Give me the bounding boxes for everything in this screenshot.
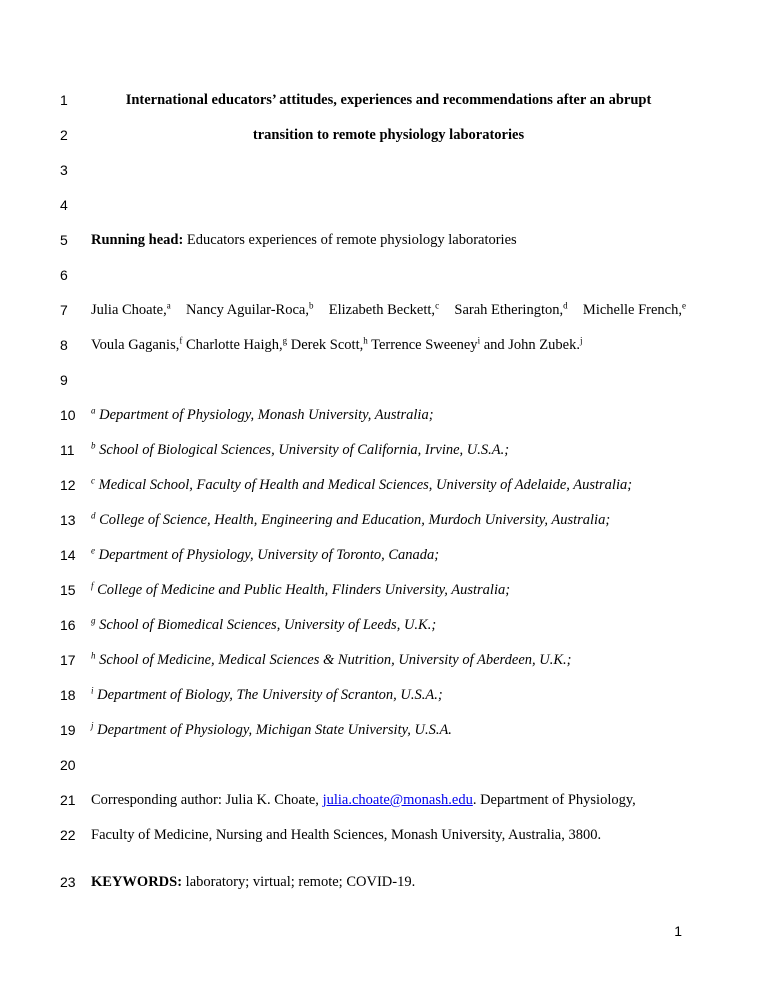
affiliation: $^h$ School of Medicine, Medical Sciences & Nutrition, University of Aberdeen, U.K.; bbox=[91, 650, 572, 668]
running-head-text: Educators experiences of remote physiology laboratories bbox=[183, 232, 517, 248]
author: Charlotte Haigh,$^g$ bbox=[182, 335, 288, 353]
keywords-label: KEYWORDS: bbox=[91, 874, 183, 890]
corresponding-address: Faculty of Medicine, Nursing and Health Sciences, Monash University, Australia, 3800. bbox=[91, 827, 602, 843]
title-line-1: International educators’ attitudes, experiences and recommendations after an abrupt bbox=[125, 92, 652, 108]
line-number: 21 bbox=[60, 792, 76, 808]
affiliation: $^j$ Department of Physiology, Michigan State University, U.S.A. bbox=[91, 720, 452, 738]
authors-line-1 bbox=[91, 301, 686, 319]
line-number: 10 bbox=[60, 407, 76, 423]
running-head bbox=[91, 231, 686, 249]
author: Sarah Etherington,$^d$ bbox=[454, 300, 568, 318]
authors-line-2 bbox=[91, 336, 686, 354]
title-line-2: transition to remote physiology laboratories bbox=[252, 127, 525, 143]
author: and John Zubek.$^j$ bbox=[480, 335, 583, 353]
line-number: 16 bbox=[60, 617, 76, 633]
author: Terrence Sweeney$^i$ bbox=[367, 335, 481, 353]
line-number: 12 bbox=[60, 477, 76, 493]
page-number: 1 bbox=[674, 923, 682, 939]
affiliation: $^a$ Department of Physiology, Monash University, Australia; bbox=[91, 405, 434, 423]
affiliation: $^b$ School of Biological Sciences, University of California, Irvine, U.S.A.; bbox=[91, 440, 510, 458]
line-number: 1 bbox=[60, 92, 68, 108]
line-number: 13 bbox=[60, 512, 76, 528]
line-number: 6 bbox=[60, 267, 68, 283]
affiliation: $^e$ Department of Physiology, University of Toronto, Canada; bbox=[91, 545, 440, 563]
line-number: 15 bbox=[60, 582, 76, 598]
corresponding-suffix: . Department of Physiology, bbox=[472, 792, 636, 808]
line-number: 17 bbox=[60, 652, 76, 668]
author: Nancy Aguilar-Roca,$^b$ bbox=[186, 300, 314, 318]
line-number: 14 bbox=[60, 547, 76, 563]
line-number: 7 bbox=[60, 302, 68, 318]
keywords bbox=[91, 873, 686, 891]
line-number: 19 bbox=[60, 722, 76, 738]
line-number: 20 bbox=[60, 757, 76, 773]
line-number: 2 bbox=[60, 127, 68, 143]
corresponding-author bbox=[91, 791, 686, 809]
affiliation: $^g$ School of Biomedical Sciences, University of Leeds, U.K.; bbox=[91, 615, 437, 633]
line-number: 18 bbox=[60, 687, 76, 703]
author: Julia Choate,$^a$ bbox=[91, 300, 171, 318]
author: Michelle French,$^e$ bbox=[582, 300, 686, 318]
affiliation: $^i$ Department of Biology, The University of Scranton, U.S.A.; bbox=[91, 685, 443, 703]
line-number: 11 bbox=[60, 442, 75, 458]
line-number: 5 bbox=[60, 232, 68, 248]
line-number: 8 bbox=[60, 337, 68, 353]
affiliation: $^f$ College of Medicine and Public Health, Flinders University, Australia; bbox=[91, 580, 511, 598]
line-number: 9 bbox=[60, 372, 68, 388]
author: Voula Gaganis,$^f$ bbox=[91, 335, 183, 353]
keywords-text: laboratory; virtual; remote; COVID-19. bbox=[182, 874, 416, 890]
affiliation: $^c$ Medical School, Faculty of Health and Medical Sciences, University of Adelaide, Australia; bbox=[91, 475, 633, 493]
running-head-label: Running head: bbox=[91, 232, 184, 248]
author: Elizabeth Beckett,$^c$ bbox=[328, 300, 440, 318]
line-number: 22 bbox=[60, 827, 76, 843]
line-number: 23 bbox=[60, 874, 76, 890]
affiliation: $^d$ College of Science, Health, Engineering and Education, Murdoch University, Australia; bbox=[91, 510, 611, 528]
author: Derek Scott,$^h$ bbox=[287, 335, 368, 353]
line-number: 4 bbox=[60, 197, 68, 213]
corresponding-prefix: Corresponding author: Julia K. Choate, bbox=[91, 792, 323, 808]
line-number: 3 bbox=[60, 162, 68, 178]
email-link[interactable]: julia.choate@monash.edu bbox=[322, 792, 473, 808]
